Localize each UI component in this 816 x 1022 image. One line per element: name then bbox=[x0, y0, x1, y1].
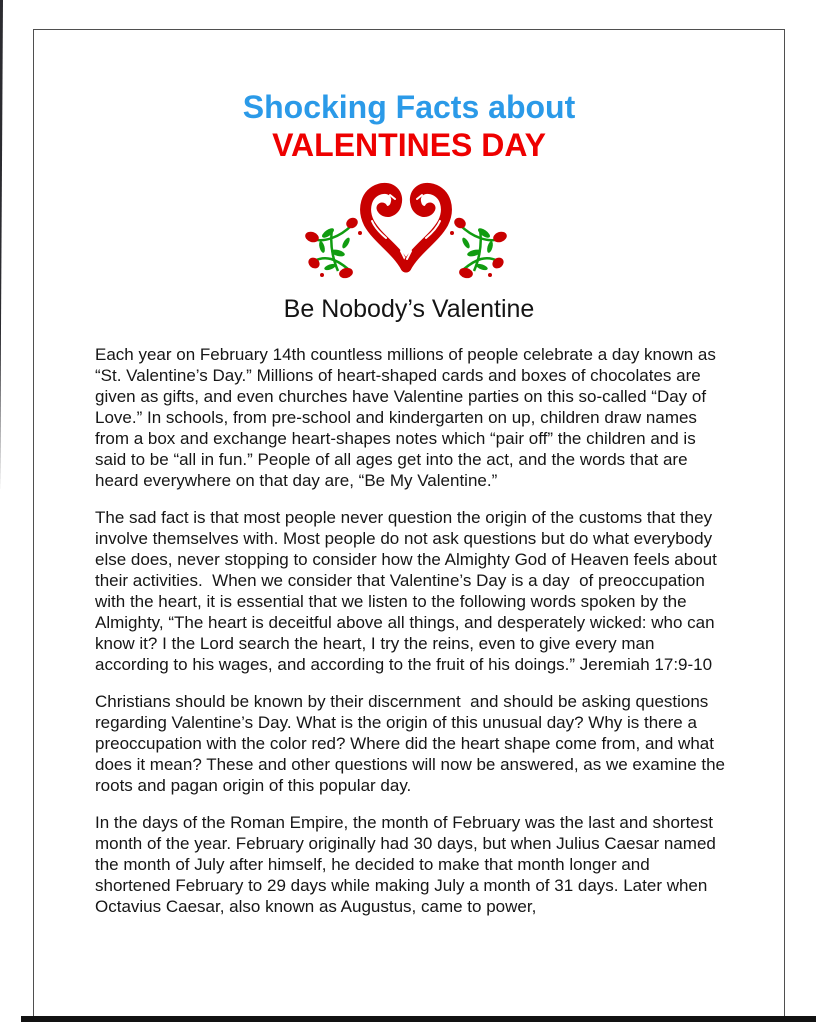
subtitle: Be Nobody’s Valentine bbox=[283, 295, 535, 323]
scan-edge-artifact bbox=[0, 0, 3, 1017]
body-text bbox=[95, 344, 729, 933]
rose-sprig-left-icon bbox=[304, 216, 362, 280]
heart-right-half bbox=[406, 188, 446, 267]
title-line-2: VALENTINES DAY bbox=[272, 127, 546, 163]
scan-bottom-artifact bbox=[21, 1016, 816, 1022]
heart-roses-image bbox=[302, 181, 510, 281]
body-paragraph-2: The sad fact is that most people never question the origin of the customs that they involve themselves with. Most people do not ask questions but do what everybody else does, never stopping to consider how the Almighty God of Heaven feels about their activities. When we consider that Valentine’s Day is a day of preoccupation with the heart, it is essential that we listen to the following words spoken by the Almighty, “The heart is deceitful above all things, and desperately wicked: who can know it? I the Lord search the heart, I try the reins, even to give every man according to his wages, and according to the fruit of his doings.” Jeremiah 17:9-10 bbox=[95, 508, 722, 674]
body-paragraph-4: In the days of the Roman Empire, the month of February was the last and shortest month of the year. February originally had 30 days, but when Julius Caesar named the month of July after himself, he decided to make that month longer and shortened February to 29 days while making July a month of 31 days. Later when Octavius Caesar, also known as Augustus, came to power, bbox=[95, 813, 721, 916]
title-line-1: Shocking Facts about bbox=[242, 89, 576, 125]
body-paragraph-3: Christians should be known by their discernment and should be asking questions regarding Valentine’s Day. What is the origin of this unusual day? Why is there a preoccupation with the color red? Where did the heart shape come from, and what does it mean? These and other questions will now be answered, as we examine the roots and pagan origin of this popular day. bbox=[95, 692, 730, 795]
rose-sprig-right-icon bbox=[450, 216, 508, 280]
heart-left-half bbox=[366, 188, 406, 267]
body-paragraph-1: Each year on February 14th countless millions of people celebrate a day known as “St. Valentine’s Day.” Millions of heart-shaped cards and boxes of chocolates are given as gifts, and even churches have Valentine parties on this so-called “Day of Love.” In schools, from pre-school and kindergarten on up, children draw names from a box and exchange heart-shapes notes which “pair off” the children and is said to be “all in fun.” People of all ages get into the act, and the words that are heard everywhere on that day are, “Be My Valentine.” bbox=[95, 345, 721, 490]
